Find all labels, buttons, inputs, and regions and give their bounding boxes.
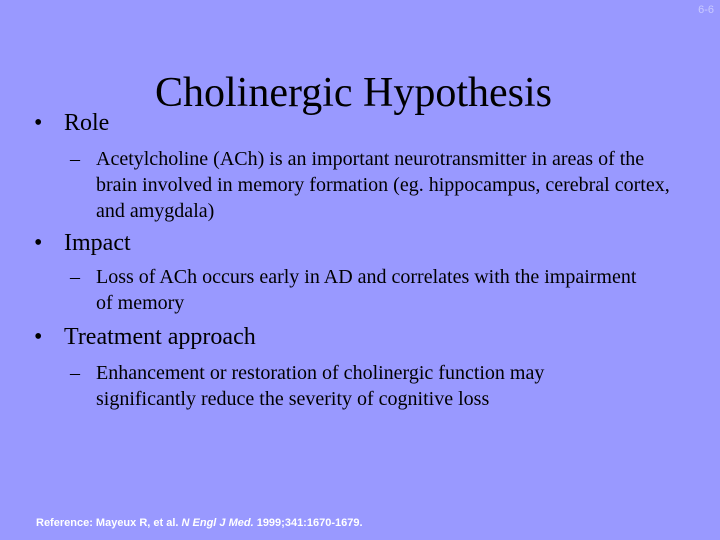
bullet-label: Treatment approach <box>64 324 256 350</box>
bullet-marker: • <box>34 324 43 350</box>
bullet-impact <box>34 230 131 256</box>
bullet-marker: • <box>34 110 43 136</box>
sub-bullet-marker: – <box>70 266 80 288</box>
bullet-treatment-approach <box>34 324 256 350</box>
sub-bullet-marker: – <box>70 362 80 384</box>
slide-number: 6-6 <box>698 4 714 16</box>
slide-title: Cholinergic Hypothesis <box>155 70 553 116</box>
bullet-role <box>34 110 109 136</box>
sub-bullet-role <box>70 146 676 224</box>
bullet-label: Role <box>64 110 110 136</box>
sub-bullet-text: Acetylcholine (ACh) is an important neurotransmitter in areas of the brain involved in memory formation (eg. hippocampus, cerebral cortex, and amygdala) <box>96 148 670 222</box>
reference-prefix: Reference: Mayeux R, et al. <box>36 517 182 529</box>
bullet-marker: • <box>34 230 43 256</box>
sub-bullet-text: Loss of ACh occurs early in AD and correlates with the impairment of memory <box>96 266 637 314</box>
sub-bullet-treatment-approach <box>70 360 641 412</box>
reference-citation <box>36 517 363 529</box>
reference-journal: N Engl J Med. <box>181 517 254 529</box>
reference-suffix: 1999;341:1670-1679. <box>253 517 363 529</box>
sub-bullet-marker: – <box>70 148 80 170</box>
sub-bullet-impact <box>70 264 656 316</box>
bullet-label: Impact <box>64 230 131 256</box>
sub-bullet-text: Enhancement or restoration of cholinergic function may significantly reduce the severity of cognitive loss <box>96 362 545 410</box>
